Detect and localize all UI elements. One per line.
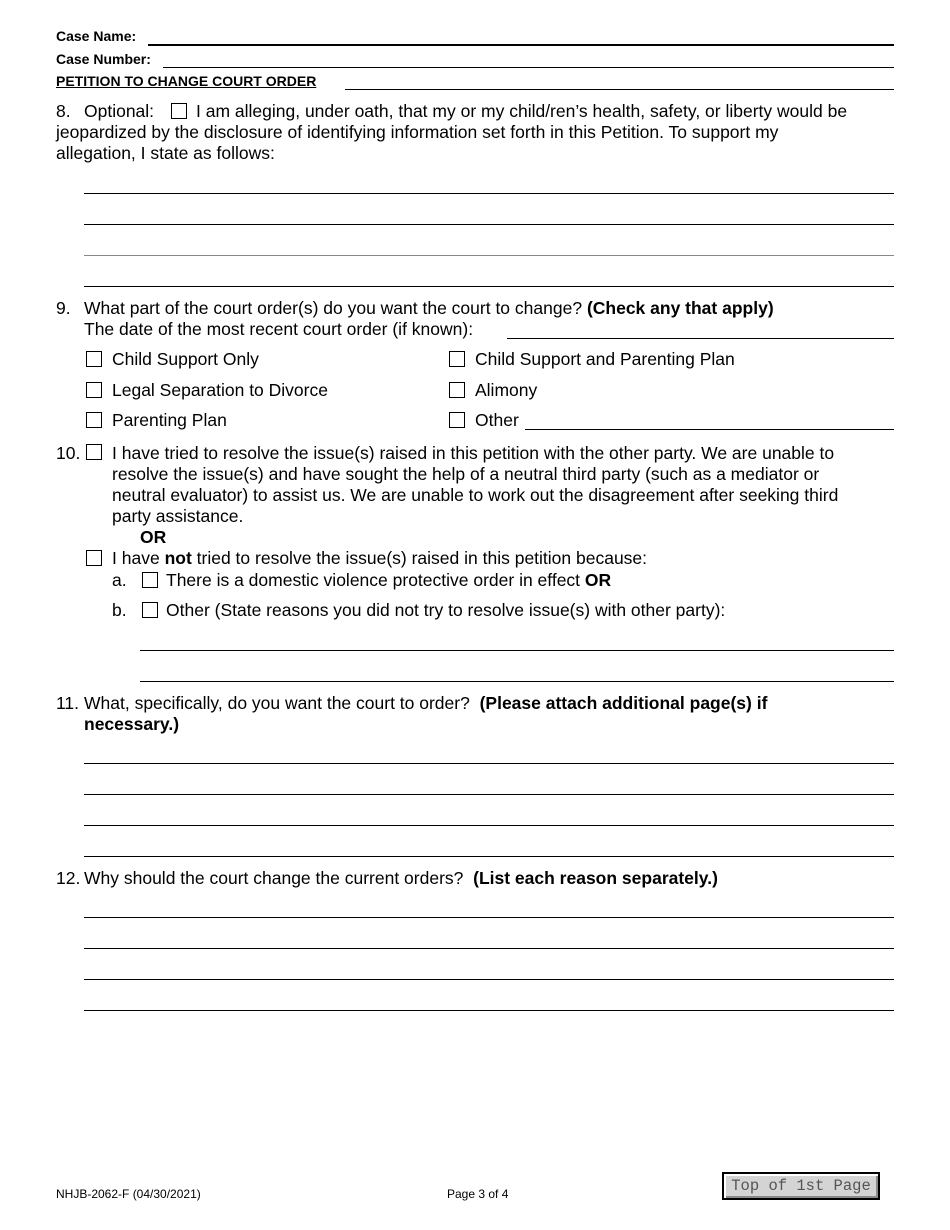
- tried-resolve-checkbox[interactable]: [86, 444, 102, 460]
- item8-number: 8.: [56, 101, 71, 121]
- item12-answer-line[interactable]: [84, 1010, 894, 1011]
- item10-tried-line2: resolve the issue(s) and have sought the help of a neutral third party (such as a mediator or: [112, 464, 820, 484]
- case-number-field[interactable]: [163, 67, 894, 68]
- other-specify-field[interactable]: [525, 429, 894, 430]
- case-name-field[interactable]: [148, 44, 894, 46]
- item11-answer-line[interactable]: [84, 763, 894, 764]
- page-number: Page 3 of 4: [447, 1187, 509, 1201]
- item12-answer-line[interactable]: [84, 948, 894, 949]
- item9-number: 9.: [56, 298, 71, 318]
- item10-tried-line3: neutral evaluator) to assist us. We are unable to work out the disagreement after seeking third: [112, 485, 839, 505]
- top-of-first-page-button[interactable]: Top of 1st Page: [722, 1172, 880, 1200]
- child-support-only-label: Child Support Only: [112, 349, 259, 369]
- item12-answer-line[interactable]: [84, 979, 894, 980]
- item11-number: 11.: [56, 693, 80, 713]
- child-support-only-checkbox[interactable]: [86, 351, 102, 367]
- legal-separation-checkbox[interactable]: [86, 382, 102, 398]
- item11-bold-line2: necessary.): [84, 714, 180, 734]
- item8-text-line2: jeopardized by the disclosure of identifying information set forth in this Petition. To support my: [56, 122, 779, 142]
- item8-answer-line[interactable]: [84, 224, 894, 225]
- item11-answer-line[interactable]: [84, 825, 894, 826]
- case-name-label: Case Name:: [56, 28, 137, 44]
- item8-answer-line[interactable]: [84, 193, 894, 194]
- case-number-label: Case Number:: [56, 51, 151, 67]
- form-id: NHJB-2062-F (04/30/2021): [56, 1187, 201, 1201]
- item10-tried-line1: I have tried to resolve the issue(s) raised in this petition with the other party. We are unable to: [112, 443, 835, 463]
- other-label: Other: [475, 410, 519, 430]
- alimony-label: Alimony: [475, 380, 538, 400]
- item8-optional-label: Optional:: [84, 101, 155, 121]
- item8-checkbox[interactable]: [171, 103, 187, 119]
- title-rule: [345, 89, 894, 90]
- other-reason-line[interactable]: [140, 681, 894, 682]
- alimony-checkbox[interactable]: [449, 382, 465, 398]
- item12-question: Why should the court change the current orders? (List each reason separately.): [84, 868, 718, 888]
- item12-number: 12.: [56, 868, 81, 888]
- item8-text-line1: I am alleging, under oath, that my or my child/ren’s health, safety, or liberty would be: [196, 101, 848, 121]
- item8-text-line3: allegation, I state as follows:: [56, 143, 275, 163]
- protective-order-checkbox[interactable]: [142, 572, 158, 588]
- not-tried-resolve-checkbox[interactable]: [86, 550, 102, 566]
- item11-answer-line[interactable]: [84, 856, 894, 857]
- item8-answer-line[interactable]: [84, 286, 894, 287]
- item12-answer-line[interactable]: [84, 917, 894, 918]
- other-reason-checkbox[interactable]: [142, 602, 158, 618]
- item10-or-label: OR: [140, 527, 167, 547]
- item10-number: 10.: [56, 443, 81, 463]
- legal-separation-label: Legal Separation to Divorce: [112, 380, 328, 400]
- parenting-plan-checkbox[interactable]: [86, 412, 102, 428]
- item10-sub-b-text: Other (State reasons you did not try to resolve issue(s) with other party):: [166, 600, 726, 620]
- item10-not-tried-text: I have not tried to resolve the issue(s) raised in this petition because:: [112, 548, 648, 568]
- form-title: PETITION TO CHANGE COURT ORDER: [56, 73, 317, 89]
- other-checkbox[interactable]: [449, 412, 465, 428]
- item9-question: What part of the court order(s) do you want the court to change? (Check any that apply): [84, 298, 774, 318]
- item11-question: What, specifically, do you want the court to order? (Please attach additional page(s) if: [84, 693, 768, 713]
- item10-sub-a-letter: a.: [112, 570, 127, 590]
- child-support-parenting-plan-label: Child Support and Parenting Plan: [475, 349, 735, 369]
- item10-tried-line4: party assistance.: [112, 506, 244, 526]
- child-support-parenting-plan-checkbox[interactable]: [449, 351, 465, 367]
- other-reason-line[interactable]: [140, 650, 894, 651]
- recent-order-date-field[interactable]: [507, 338, 894, 339]
- item10-sub-a-text: There is a domestic violence protective order in effect OR: [166, 570, 612, 590]
- parenting-plan-label: Parenting Plan: [112, 410, 227, 430]
- item8-answer-line[interactable]: [84, 255, 894, 256]
- item10-sub-b-letter: b.: [112, 600, 127, 620]
- item11-answer-line[interactable]: [84, 794, 894, 795]
- item9-date-label: The date of the most recent court order (if known):: [84, 319, 474, 339]
